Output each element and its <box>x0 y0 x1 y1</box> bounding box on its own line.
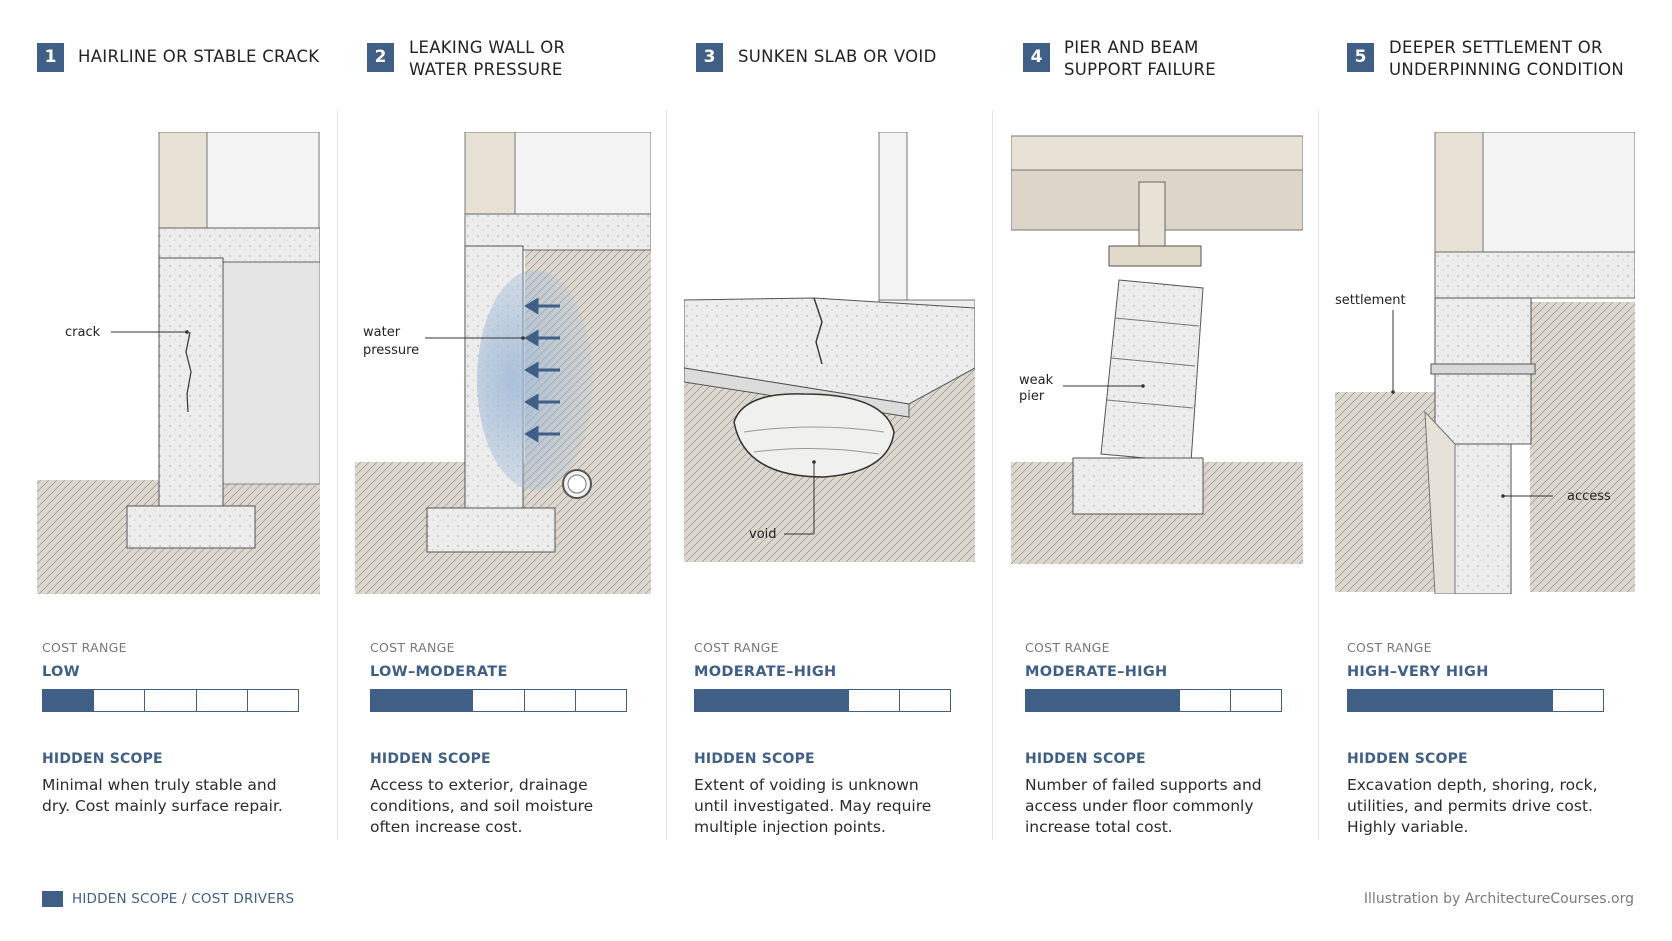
cost-meter-segment-empty <box>899 689 951 712</box>
cost-meter-segment-filled <box>745 689 797 712</box>
panel-number: 4 <box>1023 43 1050 72</box>
hidden-scope-text: Number of failed supports and access under floor commonly increase total cost. <box>1025 776 1262 836</box>
cost-meter-segment-filled <box>1398 689 1450 712</box>
cost-meter-segment-filled <box>42 689 94 712</box>
panel-number: 3 <box>696 43 723 72</box>
cost-meter-segment-empty <box>1179 689 1231 712</box>
callout-access: access <box>1567 489 1611 504</box>
illustration-deep-settlement <box>1335 132 1635 594</box>
cost-range-value: MODERATE–HIGH <box>1025 664 1168 680</box>
cost-range-label: COST RANGE <box>370 640 455 655</box>
cost-meter-segment-filled <box>1025 689 1077 712</box>
cost-meter-segment-empty <box>1230 689 1282 712</box>
panel-3 <box>667 0 993 860</box>
illustration-sunken-slab <box>684 132 975 594</box>
cost-meter-segment-filled <box>1449 689 1501 712</box>
cost-meter <box>1025 689 1281 712</box>
cost-meter-segment-empty <box>848 689 900 712</box>
cost-meter-segment-filled <box>421 689 473 712</box>
cost-range-label: COST RANGE <box>42 640 127 655</box>
cost-meter-segment-empty <box>196 689 248 712</box>
callout-weak: weak <box>1019 373 1054 388</box>
legend-label: HIDDEN SCOPE / COST DRIVERS <box>72 891 295 907</box>
settlement-diagram <box>1335 132 1635 594</box>
legend <box>42 891 294 907</box>
illustration-hairline-crack <box>37 132 320 594</box>
pier-failure-diagram <box>1011 132 1303 594</box>
panel-number: 2 <box>367 43 394 72</box>
cost-meter-segment-filled <box>370 689 422 712</box>
panel-number: 5 <box>1347 43 1374 72</box>
illustration-pier-failure <box>1011 132 1303 594</box>
cost-range-value: LOW <box>42 664 80 680</box>
callout-water: water <box>363 325 401 340</box>
callout-pier: pier <box>1019 389 1045 404</box>
hidden-scope-label: HIDDEN SCOPE <box>370 751 491 767</box>
cost-meter-segment-empty <box>247 689 299 712</box>
cost-meter-segment-filled <box>1076 689 1128 712</box>
callout-pressure: pressure <box>363 343 420 358</box>
cost-meter-segment-filled <box>796 689 848 712</box>
title-line: HAIRLINE OR STABLE CRACK <box>78 47 320 66</box>
callout-settlement: settlement <box>1335 293 1406 308</box>
panel-title <box>1389 37 1624 81</box>
cost-meter <box>42 689 298 712</box>
title-line: UNDERPINNING CONDITION <box>1389 60 1625 79</box>
cost-range-value: HIGH–VERY HIGH <box>1347 664 1489 680</box>
cost-meter-segment-filled <box>1127 689 1179 712</box>
hidden-scope-text: Excavation depth, shoring, rock, utilities, and permits drive cost. Highly variable. <box>1347 776 1598 836</box>
water-pressure-diagram <box>355 132 651 594</box>
panel-title <box>738 46 937 68</box>
panel-1 <box>0 0 326 860</box>
cost-meter-segment-empty <box>524 689 576 712</box>
panel-4 <box>993 0 1319 860</box>
hidden-scope-text: Access to exterior, drainage conditions, and soil moisture often increase cost. <box>370 776 594 836</box>
cost-meter-segment-empty <box>1552 689 1604 712</box>
panel-title <box>78 46 319 68</box>
hidden-scope-text: Extent of voiding is unknown until investigated. May require multiple injection points. <box>694 776 932 836</box>
cost-meter-segment-filled <box>694 689 746 712</box>
cost-meter <box>370 689 626 712</box>
cost-meter-segment-empty <box>575 689 627 712</box>
title-line: WATER PRESSURE <box>409 60 563 79</box>
hidden-scope-text: Minimal when truly stable and dry. Cost mainly surface repair. <box>42 776 283 815</box>
crack-diagram <box>37 132 320 594</box>
title-line: DEEPER SETTLEMENT OR <box>1389 38 1603 57</box>
title-line: PIER AND BEAM <box>1064 38 1199 57</box>
panel-2 <box>338 0 664 860</box>
hidden-scope-label: HIDDEN SCOPE <box>1347 751 1468 767</box>
callout-void: void <box>749 527 777 542</box>
sunken-slab-diagram <box>684 132 975 594</box>
hidden-scope-label: HIDDEN SCOPE <box>1025 751 1146 767</box>
cost-meter-segment-empty <box>144 689 196 712</box>
panel-title <box>409 37 565 81</box>
panel-5 <box>1319 0 1645 860</box>
title-line: SUNKEN SLAB OR VOID <box>738 47 937 66</box>
cost-meter-segment-filled <box>1347 689 1399 712</box>
cost-meter-segment-empty <box>93 689 145 712</box>
cost-range-label: COST RANGE <box>1347 640 1432 655</box>
panel-title <box>1064 37 1216 81</box>
title-line: LEAKING WALL OR <box>409 38 566 57</box>
cost-range-value: MODERATE–HIGH <box>694 664 837 680</box>
cost-range-value: LOW–MODERATE <box>370 664 508 680</box>
illustration-credit: Illustration by ArchitectureCourses.org <box>1363 891 1634 907</box>
cost-meter-segment-filled <box>1501 689 1553 712</box>
title-line: SUPPORT FAILURE <box>1064 60 1216 79</box>
cost-range-label: COST RANGE <box>1025 640 1110 655</box>
panel-number: 1 <box>37 43 64 72</box>
cost-meter-segment-empty <box>472 689 524 712</box>
legend-swatch <box>42 891 63 907</box>
cost-meter <box>1347 689 1603 712</box>
illustration-water-pressure <box>355 132 651 594</box>
hidden-scope-label: HIDDEN SCOPE <box>42 751 163 767</box>
callout-crack: crack <box>65 325 101 340</box>
cost-range-label: COST RANGE <box>694 640 779 655</box>
cost-meter <box>694 689 950 712</box>
hidden-scope-label: HIDDEN SCOPE <box>694 751 815 767</box>
